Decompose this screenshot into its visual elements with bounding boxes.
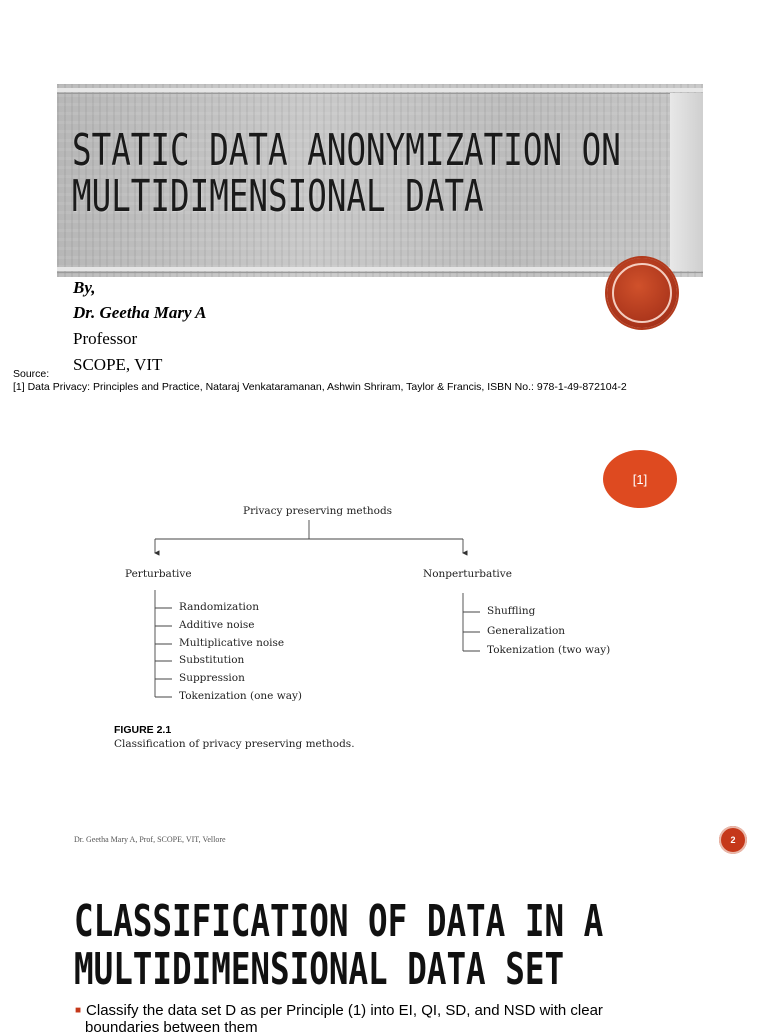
title-band-bottom-line	[57, 267, 703, 271]
slide3-title: CLASSIFICATION OF DATA IN A MULTIDIMENSIONAL DATA SET	[74, 896, 604, 995]
nonperturbative-label: Nonperturbative	[423, 568, 512, 580]
slide-title: STATIC DATA ANONYMIZATION ON MULTIDIMENSIONAL DATA	[72, 125, 621, 222]
nonperturbative-item: Generalization	[487, 625, 566, 637]
figure-caption-title: FIGURE 2.1	[114, 724, 172, 736]
title-band-top-rule	[57, 93, 703, 94]
bullet-text: Classify the data set D as per Principle (1) into EI, QI, SD, and NSD with clear	[86, 1002, 603, 1019]
author-affiliation: SCOPE, VIT	[73, 355, 163, 374]
nonperturbative-item: Shuffling	[487, 605, 536, 617]
citation-label: [1]	[632, 471, 648, 487]
decorative-orb	[607, 258, 677, 328]
figure-root-label: Privacy preserving methods	[243, 505, 393, 517]
bullet-continuation: boundaries between them	[85, 1019, 258, 1036]
title-band-top-line	[57, 88, 703, 92]
author-block	[73, 276, 207, 378]
citation-badge	[603, 450, 677, 508]
bullet-item	[75, 1002, 603, 1019]
author-name: Dr. Geetha Mary A	[73, 303, 207, 322]
perturbative-item: Tokenization (one way)	[179, 690, 303, 702]
perturbative-item: Randomization	[179, 601, 259, 613]
perturbative-item: Multiplicative noise	[179, 637, 285, 649]
source-label: Source:	[13, 368, 50, 380]
perturbative-item: Additive noise	[179, 619, 255, 631]
perturbative-item: Substitution	[179, 654, 245, 666]
author-position: Professor	[73, 329, 138, 348]
perturbative-label: Perturbative	[125, 568, 192, 580]
by-label: By,	[73, 278, 96, 297]
figure-caption: Classification of privacy preserving methods.	[114, 738, 355, 750]
source-reference: [1] Data Privacy: Principles and Practice, Nataraj Venkataramanan, Ashwin Shriram, Taylor & Francis, ISBN No.: 978-1-49-872104-2	[13, 381, 627, 393]
bullet-marker-icon: ■	[75, 1005, 82, 1016]
slide-footer: Dr. Geetha Mary A, Prof, SCOPE, VIT, Vellore	[74, 835, 226, 844]
title-band-bottom-rule	[57, 272, 703, 273]
perturbative-item: Suppression	[179, 672, 245, 684]
nonperturbative-item: Tokenization (two way)	[487, 644, 611, 656]
page-number-badge	[719, 826, 747, 854]
page-number: 2	[730, 835, 736, 845]
